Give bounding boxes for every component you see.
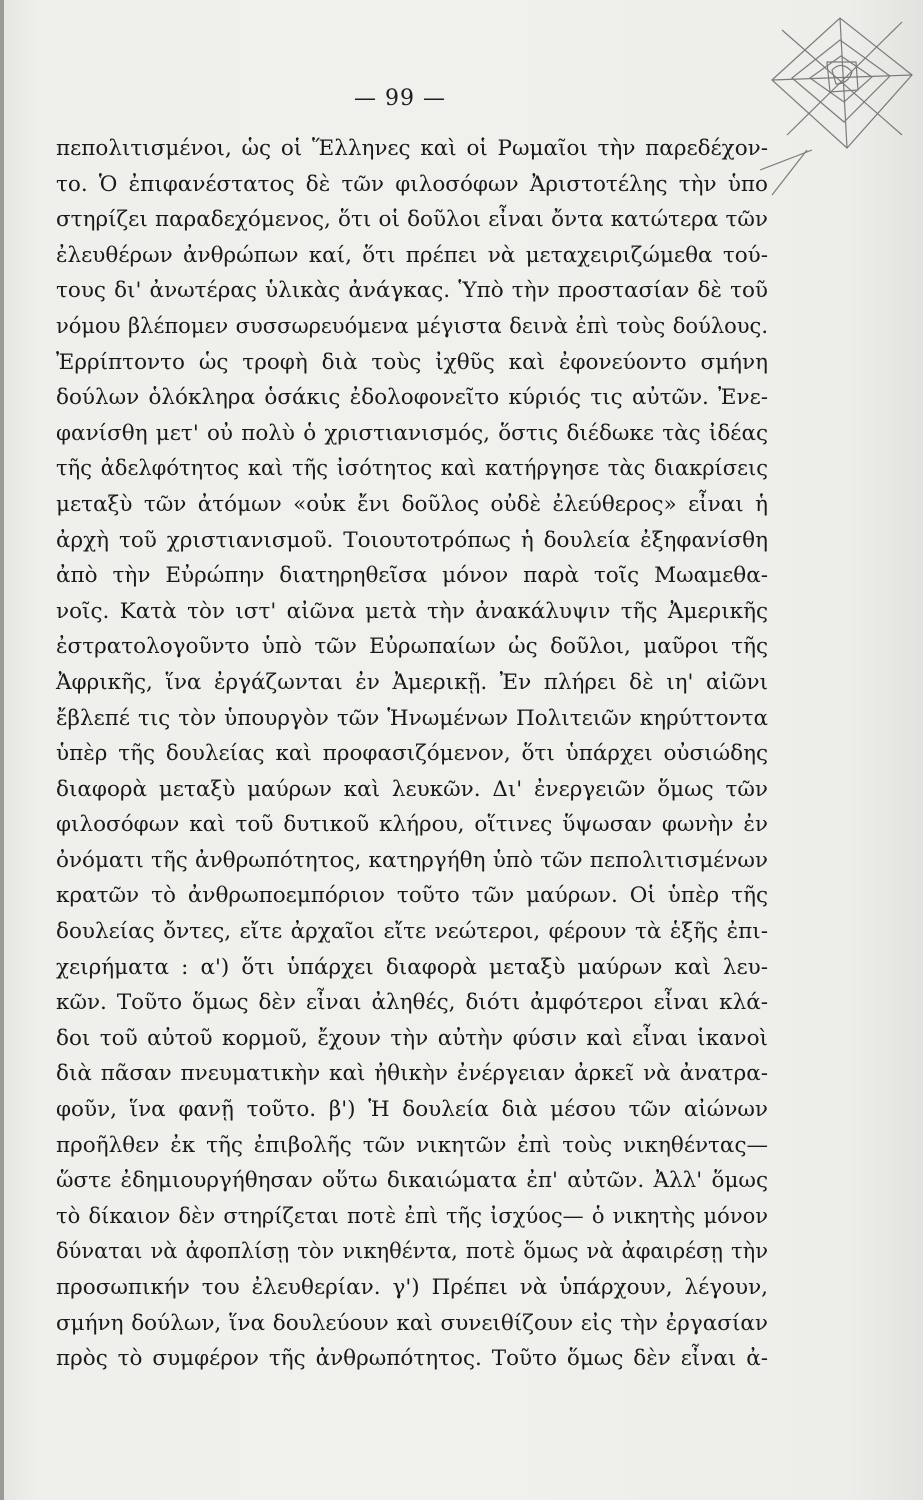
text-line: ἐλευθέρων ἀνθρώπων καί, ὅτι πρέπει νὰ μεταχειριζώμεθα τού-	[56, 242, 768, 268]
text-line: στηρίζει παραδεχόμενος, ὅτι οἱ δοῦλοι εἶναι ὄντα κατώτερα τῶν	[56, 207, 768, 233]
text-line: ἐστρατολογοῦντο ὑπὸ τῶν Εὐρωπαίων ὡς δοῦλοι, μαῦροι τῆς	[56, 634, 768, 660]
text-line: νόμου βλέπομεν συσσωρευόμενα μέγιστα δεινὰ ἐπὶ τοὺς δούλους.	[56, 313, 768, 338]
text-line: μεταξὺ τῶν ἀτόμων «οὐκ ἔνι δοῦλος οὐδὲ ἐλεύθερος» εἶναι ἡ	[56, 491, 768, 517]
text-line: πεπολιτισμένοι, ὡς οἱ Ἕλληνες καὶ οἱ Ρωμαῖοι τὴν παρεδέχον-	[56, 136, 768, 161]
text-line: χειρήματα : α') ὅτι ὑπάρχει διαφορὰ μεταξὺ μαύρων καὶ λευ-	[56, 954, 768, 980]
text-line: πρὸς τὸ συμφέρον τῆς ἀνθρωπότητος. Τοῦτο ὅμως δὲν εἶναι ἀ-	[56, 1346, 768, 1372]
text-line: Ἐρρίπτοντο ὡς τροφὴ διὰ τοὺς ἰχθῦς καὶ ἐφονεύοντο σμήνη	[56, 349, 768, 375]
text-line: δύναται νὰ ἀφοπλίσῃ τὸν νικηθέντα, ποτὲ ὅμως νὰ ἀφαιρέσῃ τὴν	[56, 1239, 768, 1264]
text-line: δουλείας ὄντες, εἴτε ἀρχαῖοι εἴτε νεώτεροι, φέρουν τὰ ἑξῆς ἐπι-	[56, 919, 768, 945]
text-line: ὥστε ἐδημιουργήθησαν οὕτω δικαιώματα ἐπ' αὐτῶν. Ἀλλ' ὅμως	[56, 1168, 768, 1194]
text-line: διὰ πᾶσαν πνευματικὴν καὶ ἠθικὴν ἐνέργειαν ἀρκεῖ νὰ ἀνατρα-	[56, 1061, 768, 1087]
page-binding-edge	[0, 0, 4, 1500]
text-line: σμήνη δούλων, ἵνα δουλεύουν καὶ συνειθίζουν εἰς τὴν ἐργασίαν	[56, 1310, 768, 1336]
text-line: ὀνόματι τῆς ἀνθρωπότητος, κατηργήθη ὑπὸ τῶν πεπολιτισμένων	[56, 847, 768, 873]
text-line: τους δι' ἀνωτέρας ὑλικὰς ἀνάγκας. Ὑπὸ τὴν προστασίαν δὲ τοῦ	[56, 278, 768, 304]
text-line: φοῦν, ἵνα φανῇ τοῦτο. β') Ἡ δουλεία διὰ μέσου τῶν αἰώνων	[56, 1097, 768, 1123]
text-line: το. Ὁ ἐπιφανέστατος δὲ τῶν φιλοσόφων Ἀριστοτέλης τὴν ὑπο	[56, 171, 768, 197]
text-line: προσωπικήν του ἐλευθερίαν. γ') Πρέπει νὰ ὑπάρχουν, λέγουν,	[56, 1275, 768, 1300]
text-line: ὑπὲρ τῆς δουλείας καὶ προφασιζόμενον, ὅτι ὑπάρχει οὐσιώδης	[56, 741, 768, 767]
text-line: διαφορὰ μεταξὺ μαύρων καὶ λευκῶν. Δι' ἐνεργειῶν ὅμως τῶν	[56, 776, 768, 802]
text-line: τὸ δίκαιον δὲν στηρίζεται ποτὲ ἐπὶ τῆς ἰσχύος— ὁ νικητὴς μόνον	[56, 1203, 768, 1228]
text-line: κῶν. Τοῦτο ὅμως δὲν εἶναι ἀληθές, διότι ἀμφότεροι εἶναι κλά-	[56, 990, 768, 1016]
text-line: ἔβλεπέ τις τὸν ὑπουργὸν τῶν Ἡνωμένων Πολιτειῶν κηρύττοντα	[56, 705, 768, 731]
text-line: ἀρχὴ τοῦ χριστιανισμοῦ. Τοιουτοτρόπως ἡ δουλεία ἐξηφανίσθη	[56, 527, 768, 553]
text-line: προῆλθεν ἐκ τῆς ἐπιβολῆς τῶν νικητῶν ἐπὶ τοὺς νικηθέντας—	[56, 1132, 768, 1158]
text-line: φανίσθη μετ' οὐ πολὺ ὁ χριστιανισμός, ὅστις διέδωκε τὰς ἰδέας	[56, 420, 768, 446]
text-line: δοι τοῦ αὐτοῦ κορμοῦ, ἔχουν τὴν αὐτὴν φύσιν καὶ εἶναι ἱκανοὶ	[56, 1025, 768, 1051]
text-line: ἀπὸ τὴν Εὐρώπην διατηρηθεῖσα μόνον παρὰ τοῖς Μωαμεθα-	[56, 563, 768, 589]
body-text	[56, 131, 768, 1377]
text-line: δούλων ὁλόκληρα ὁσάκις ἐδολοφονεῖτο κύριός τις αὐτῶν. Ἐνε-	[56, 385, 768, 411]
text-line: νοῖς. Κατὰ τὸν ιστ' αἰῶνα μετὰ τὴν ἀνακάλυψιν τῆς Ἀμερικῆς	[56, 598, 768, 624]
text-line: Ἀφρικῆς, ἵνα ἐργάζωνται ἐν Ἀμερικῇ. Ἐν πλήρει δὲ ιη' αἰῶνι	[56, 669, 768, 695]
text-line: τῆς ἀδελφότητος καὶ τῆς ἰσότητος καὶ κατήργησε τὰς διακρίσεις	[56, 456, 768, 481]
text-line: φιλοσόφων καὶ τοῦ δυτικοῦ κλήρου, οἵτινες ὕψωσαν φωνὴν ἐν	[56, 812, 768, 838]
text-line: κρατῶν τὸ ἀνθρωποεμπόριον τοῦτο τῶν μαύρων. Οἱ ὑπὲρ τῆς	[56, 883, 768, 909]
page-number: — 99 —	[354, 86, 446, 111]
